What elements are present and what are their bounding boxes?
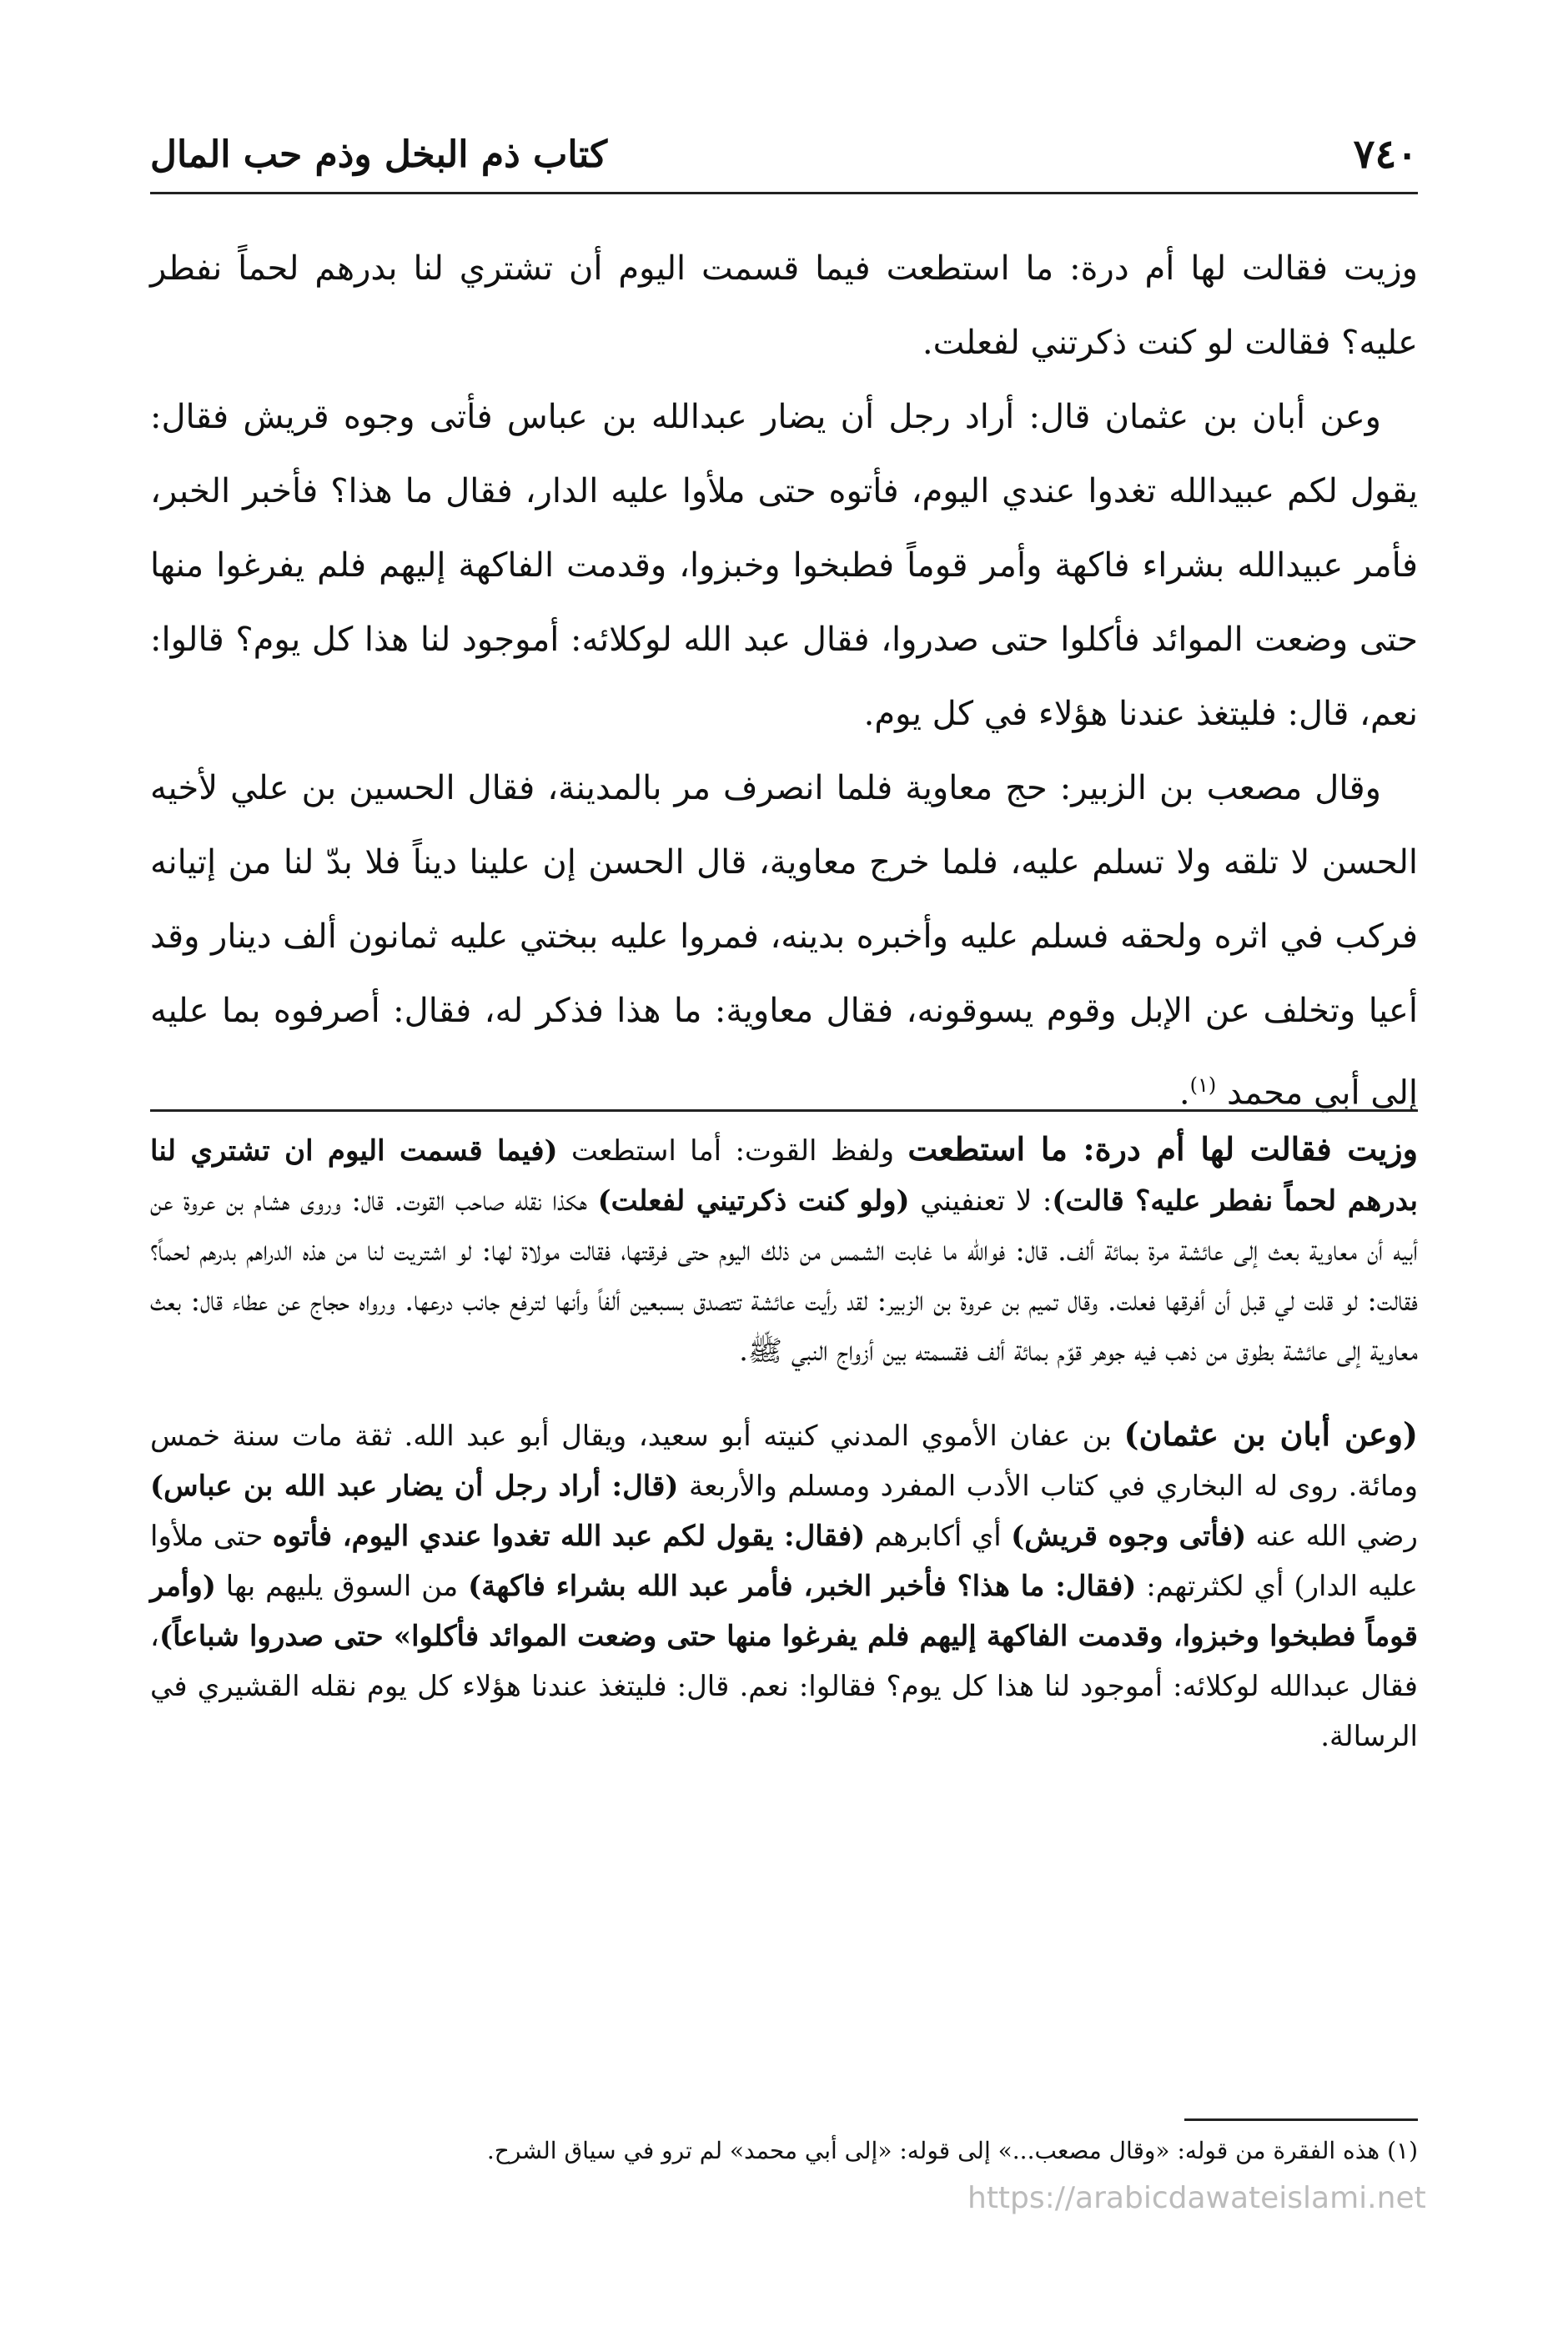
commentary-paragraph-1 (150, 1124, 1418, 1376)
main-paragraph-1-text: وزيت فقالت لها أم درة: ما استطعت فيما قسمت اليوم أن تشتري لنا بدرهم لحماً نفطر عليه؟ فقالت لو كنت ذكرتني لفعلت. (150, 249, 1418, 362)
commentary-paragraph-2 (150, 1410, 1418, 1762)
footnote: (١) هذه الفقرة من قوله: «وقال مصعب...» إلى قوله: «إلى أبي محمد» لم ترو في سياق الشرح. (486, 2137, 1418, 2164)
commentary-2-b: رضي الله عنه (1246, 1520, 1418, 1553)
main-paragraph-3 (150, 751, 1418, 1130)
commentary-1-lead: وزيت فقالت لها أم درة: ما استطعت (907, 1130, 1418, 1168)
main-paragraph-3-text: وقال مصعب بن الزبير: حج معاوية فلما انصرف مر بالمدينة، فقال الحسين بن علي لأخيه الحسن لا تلقه ولا تسلم عليه، فلما خرج معاوية، قال الحسن إن علينا ديناً فلا بدّ لنا من إتيانه فركب في اثره ولحقه فسلم عليه وأخبره بدينه، فمروا عليه ببختي عليه ثمانون ألف دينار وقد أعيا وتخلف عن الإبل وقوم يسوقونه، فقال معاوية: ما هذا فذكر له، فقال: أصرفوه بما عليه إلى أبي محمد (150, 769, 1418, 1113)
commentary (150, 1124, 1418, 1795)
commentary-1-quote2: (ولو كنت ذكرتيني لفعلت) (597, 1184, 910, 1218)
footnote-ref[interactable]: (١) (1189, 1073, 1217, 1097)
watermark-url[interactable]: https://arabicdawateislami.net (967, 2181, 1426, 2215)
commentary-2-e: من السوق يليهم بها (215, 1570, 469, 1603)
commentary-2-quote4: (فقال: ما هذا؟ فأخبر الخبر، فأمر عبد الله بشراء فاكهة) (468, 1570, 1137, 1603)
commentary-2-f: ، فقال عبدالله لوكلائه: أموجود لنا هذا كل يوم؟ فقالوا: نعم. قال: فليتغذ عندنا هؤلاء كل يوم نقله القشيري في الرسالة. (150, 1620, 1418, 1753)
page-header (150, 117, 1418, 194)
main-text (150, 232, 1418, 1130)
commentary-1-mid2: : لا تعنفيني (909, 1184, 1053, 1218)
main-paragraph-2-text: وعن أبان بن عثمان قال: أراد رجل أن يضار عبدالله بن عباس فأتى وجوه قريش فقال: يقول لكم عبيدالله تغدوا عندي اليوم، فأتوه حتى ملأوا عليه الدار، فقال ما هذا؟ فأخبر الخبر، فأمر عبيدالله بشراء فاكهة وأمر قوماً فطبخوا وخبزوا، وقدمت الفاكهة إليهم فلم يفرغوا منها حتى وضعت الموائد فأكلوا حتى صدروا، فقال عبد الله لوكلائه: أموجود لنا هذا كل يوم؟ قالوا: نعم، قال: فليتغذ عندنا هؤلاء في كل يوم. (150, 398, 1418, 733)
commentary-1-quote: (فيما قسمت اليوم ان تشتري لنا بدرهم لحماً نفطر عليه؟ قالت) (150, 1134, 1419, 1218)
commentary-2-d: حتى ملأوا عليه الدار) أي لكثرتهم: (150, 1520, 1418, 1603)
commentary-2-quote2: (فأتى وجوه قريش) (1011, 1520, 1247, 1553)
main-paragraph-2 (150, 380, 1418, 751)
commentary-1-mid: ولفظ القوت: أما استطعت (557, 1134, 908, 1168)
commentary-2-quote1: (قال: أراد رجل أن يضار عبد الله بن عباس) (150, 1470, 679, 1503)
main-paragraph-3-end: . (1179, 1073, 1190, 1113)
footnote-divider (1184, 2118, 1418, 2121)
main-paragraph-1 (150, 232, 1418, 380)
commentary-2-c: أي أكابرهم (865, 1520, 1012, 1553)
commentary-1-rest: هكذا نقله صاحب القوت. قال: وروى هشام بن عروة عن أبيه أن معاوية بعث إلى عائشة مرة بمائة ألف. قال: فوالله ما غابت الشمس من ذلك اليوم حتى فرقتها، فقالت مولاة لها: لو اشتريت لنا من هذه الدراهم بدرهم لحماً؟ فقالت: لو قلت لي قبل أن أفرقها فعلت. وقال تميم بن عروة بن الزبير: لقد رأيت عائشة تتصدق بسبعين ألفاً وأنها لترفع جانب درعها. ورواه حجاج عن عطاء قال: بعث معاوية إلى عائشة بطوق من ذهب فيه جوهر قوّم بمائة ألف فقسمته بين أزواج النبي ﷺ. (150, 1184, 1418, 1368)
commentary-2-quote5: (وأمر قوماً فطبخوا وخبزوا، وقدمت الفاكهة إليهم فلم يفرغوا منها حتى وضعت الموائد فأكلوا» حتى صدروا شباعاً) (150, 1570, 1418, 1653)
commentary-2-lead: (وعن أبان بن عثمان) (1123, 1415, 1418, 1453)
section-divider (150, 1109, 1418, 1112)
book-title: كتاب ذم البخل وذم حب المال (150, 133, 608, 176)
commentary-2-quote3: (فقال: يقول لكم عبد الله تغدوا عندي اليوم، فأتوه (272, 1520, 866, 1553)
commentary-2-a: بن عفان الأموي المدني كنيته أبو سعيد، ويقال أبو عبد الله. ثقة مات سنة خمس ومائة. روى له البخاري في كتاب الأدب المفرد ومسلم والأربعة (150, 1420, 1419, 1503)
page-number: ٧٤٠ (1353, 131, 1418, 178)
